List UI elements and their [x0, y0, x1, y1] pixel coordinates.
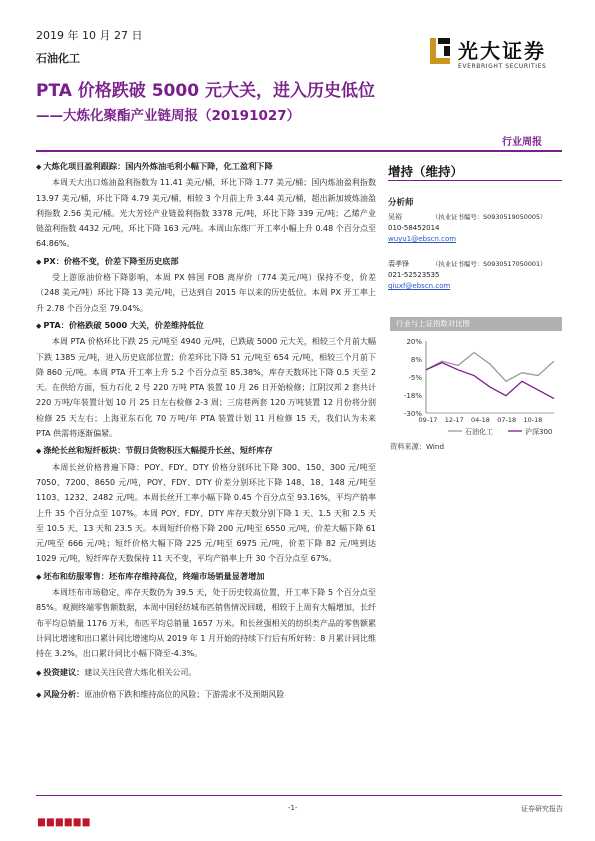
section-heading: 风险分析：	[43, 688, 85, 699]
section-paragraph: 本周坯布市场稳定，库存天数仍为 39.5 天，处于历史较高位置，开工率下降 5 个百分点至 85%。观测终端零售额数据，本周中国轻纺城布匹销售情况回暖，相较于上周有大幅增加，长纤布平均总销量 1176 万米，布匹平均总销量 1657 万米。和长丝强相关的纺织类产品的零售额累计同比增速和出口累计同比增速均从 2019 年 1 月开始的持续下行后有所好转：8 月累计同比维持在 3.2%，出口累计同比小幅下降至-4.3%。	[36, 588, 376, 659]
diamond-bullet-icon: ◆	[36, 163, 42, 171]
page-subtitle: ——大炼化聚酯产业链周报（20191027）	[36, 108, 301, 124]
footer-label: 证券研究报告	[521, 805, 563, 813]
header-divider	[36, 150, 562, 152]
brand-logo-icon	[428, 35, 454, 67]
section-pta	[36, 318, 376, 441]
section-paragraph: 受上游原油价格下降影响，本周 PX 韩国 FOB 离岸价（774 美元/吨）保持不变，价差（248 美元/吨）环比下降 13 美元/吨，已达到自 2015 年以来的历史低位。本周 PX 开工率上升 2.78 个百分点至 79.04%。	[36, 273, 376, 313]
brand-logo-en: EVERBRIGHT SECURITIES	[458, 63, 547, 70]
chart-title: 行业与上证指数对比图	[390, 317, 562, 331]
diamond-bullet-icon: ◆	[36, 668, 42, 677]
analyst-name: 裘孝锋	[388, 260, 409, 268]
x-tick-label: 07-18	[497, 416, 517, 424]
series-line-0	[426, 353, 554, 382]
section-paragraph: 建议关注民营大炼化相关公司。	[84, 667, 197, 677]
section-refinery	[36, 159, 376, 252]
report-type: 行业周报	[502, 137, 542, 148]
x-tick-label: 12-17	[444, 416, 464, 424]
section-fabric-retail	[36, 569, 376, 662]
section-paragraph: 本周长丝价格普遍下降：POY、FDY、DTY 价格分别环比下降 300、150、300 元/吨至 7050、7200、8650 元/吨，POY、FDY、DTY 价差分别环比下降 148、18、148 元/吨至 1103、1232、2482 元/吨。本周长丝开工率小幅下降 0.45 个百分点至 93.16%，平均产销率上升 35 个百分点至 107%。本周 POY、FDY、DTY 库存天数分别下降 1 天、1.5 天和 2.5 天至 10.5 天、13 天和 23.5 天。本周短纤价格下降 200 元/吨至 6550 元/吨，价差大幅下降 61 元/吨至 666 元/吨；短纤价格大幅下降 225 元/吨至 6975 元/吨，价差下降 82 元/吨到达 1029 元/吨，短纤库存天数保持 11 天不变，平均产销率上升 30 个百分点至 67%。	[36, 462, 376, 564]
x-tick-label: 04-18	[471, 416, 490, 424]
y-tick-label: 8%	[410, 356, 422, 364]
analyst-email[interactable]: qiuxf@ebscn.com	[388, 282, 451, 290]
page-number: -1-	[288, 804, 298, 812]
analyst-phone: 021-52523535	[388, 271, 440, 279]
diamond-bullet-icon: ◆	[36, 257, 42, 266]
section-px	[36, 254, 376, 316]
page-title: PTA 价格跌破 5000 元大关，进入历史低位	[36, 81, 375, 101]
y-tick-label: -5%	[408, 374, 422, 382]
comparison-chart	[390, 333, 562, 437]
diamond-bullet-icon: ◆	[36, 321, 42, 330]
section-paragraph: 原油价格下跌和维持高位的风险；下游需求不及预期风险	[84, 689, 285, 699]
analyst-block	[388, 259, 562, 292]
analyst-license: （执业证书编号：S0930519050005）	[432, 213, 547, 221]
section-heading: 涤纶长丝和短纤板块：节假日货物积压大幅提升长丝、短纤库存	[43, 445, 273, 456]
section-investment	[36, 665, 376, 681]
brand-logo	[428, 33, 568, 79]
section-heading: 大炼化项目盈利跟踪：国内外炼油毛利小幅下降，化工盈利下降	[43, 161, 273, 171]
analyst-license: （执业证书编号：S0930517050001）	[432, 260, 547, 268]
analyst-name: 吴裕	[388, 213, 402, 221]
diamond-bullet-icon: ◆	[36, 690, 42, 699]
report-date: 2019 年 10 月 27 日	[36, 29, 143, 42]
section-heading: PTA：价格跌破 5000 大关，价差维持低位	[43, 319, 204, 330]
analyst-email[interactable]: wuyu1@ebscn.com	[388, 235, 457, 243]
legend-label: 石油化工	[465, 428, 493, 436]
analyst-heading: 分析师	[388, 198, 414, 208]
diamond-bullet-icon: ◆	[36, 572, 42, 581]
x-tick-label: 09-17	[418, 416, 438, 424]
footer-divider	[36, 795, 562, 796]
chart-source: 资料来源：Wind	[390, 442, 445, 451]
analyst-block	[388, 212, 562, 245]
section-risk	[36, 687, 376, 703]
analyst-phone: 010-58452014	[388, 224, 440, 232]
series-line-1	[426, 363, 554, 399]
section-paragraph: 本周天大出口炼油盈利指数为 11.41 美元/桶，环比下降 1.77 美元/桶；国内炼油盈利指数 13.97 美元/桶，环比下降 4.79 美元/桶，相较 3 个月前上升 3.44 美元/桶，超出新加坡炼油盈利指数 2.56 美元/桶。光大芳烃产业链盈利指数 3378 元/吨，环比下降 339 元/吨；乙烯产业链盈利指数 4432 元/吨，环比下降 163 元/吨。本周山东炼厂开工率小幅上升 0.48 个百分点至 64.86%。	[36, 178, 376, 249]
rating: 增持（维持）	[388, 164, 464, 179]
rating-divider	[388, 180, 562, 181]
industry-sector: 石油化工	[36, 52, 80, 65]
report-body	[36, 157, 376, 703]
diamond-bullet-icon: ◆	[36, 447, 42, 456]
x-tick-label: 10-18	[523, 416, 543, 424]
legend-label: 沪深300	[525, 428, 553, 436]
y-tick-label: 20%	[406, 338, 422, 346]
section-heading: 投资建议：	[43, 666, 85, 677]
section-paragraph: 本周 PTA 价格环比下跌 25 元/吨至 4940 元/吨，已跌破 5000 元大关，相较三个月前大幅下跌 1385 元/吨，进入历史底部位置；价差环比下降 51 元/吨至 654 元/吨，相较三个月前下降 860 元/吨。本周 PTA 开工率上升 5.2 个百分点至 85.38%，库存天数环比下降 0.5 天至 2 天。在供给方面，恒力石化 2 号 220 万吨 PTA 装置 10 月 26 日开始检修；江阴汉邦 2 套共计 220 万吨/年装置计划 10 月 25 日左右检修 2-3 周；三房巷两套 120 万吨装置 12 月份将分别检修 25 天左右；上海亚东石化 70 万吨/年 PTA 装置计划 11 月检修 15 天，我们认为未来 PTA 供需将逐渐偏紧。	[36, 337, 376, 439]
section-polyester-fiber	[36, 443, 376, 566]
watermark-stamp: ▆▆▆▆▆▆	[38, 817, 92, 827]
section-heading: 坯布和纺服零售：坯布库存维持高位，终端市场销量显著增加	[43, 570, 265, 581]
y-tick-label: -18%	[403, 392, 422, 400]
brand-logo-cn: 光大证券	[458, 39, 546, 63]
section-heading: PX：价格不变，价差下降至历史底部	[43, 255, 179, 266]
y-tick-label: -30%	[403, 410, 422, 418]
